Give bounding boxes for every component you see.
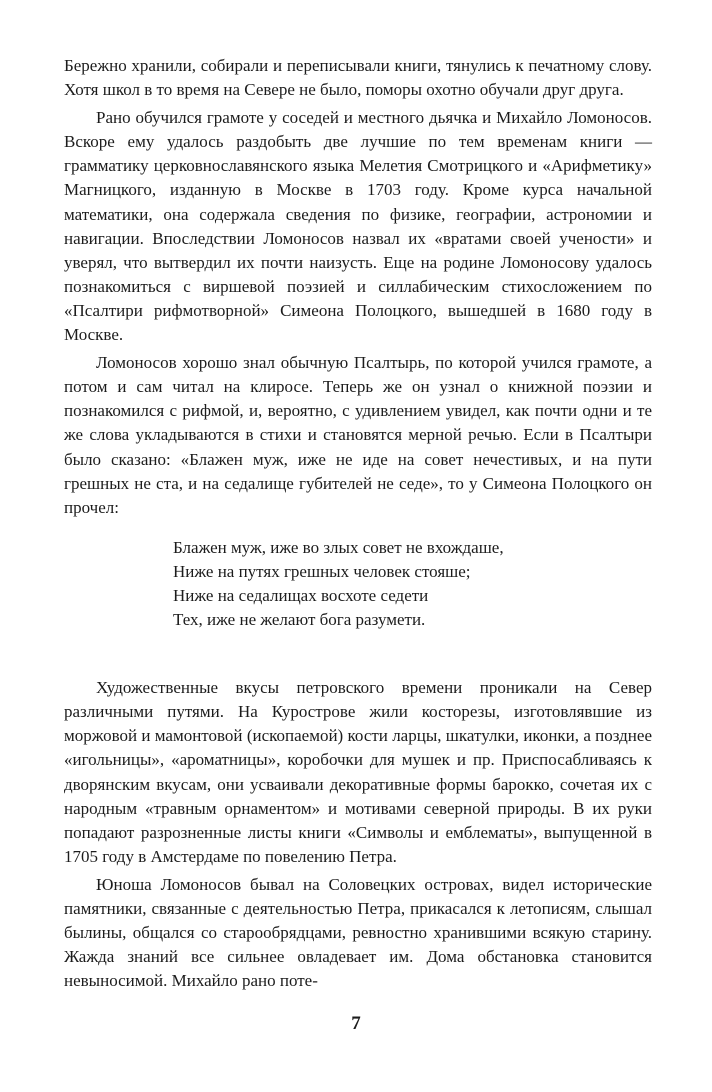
section-gap (64, 632, 652, 676)
paragraph-3: Ломоносов хорошо знал обычную Псалтырь, по которой учился грамоте, а потом и сам читал на клиросе. Теперь же он узнал о книжной поэзии и познакомился с рифмой, и, вероятно, с удивлением увидел, как почти одни и те же слова укладываются в стихи и становятся мерной речью. Если в Псалтыри было сказано: «Блажен муж, иже не иде на совет нечестивых, и на пути грешных не ста, и на седалище губителей не седе», то у Симеона Полоцкого он прочел: (64, 353, 652, 517)
page-number: 7 (351, 1013, 361, 1034)
paragraph-2: Рано обучился грамоте у соседей и местного дьячка и Михайло Ломоносов. Вскоре ему удалось раздобыть две лучшие по тем временам книги — грамматику церковнославянского языка Мелетия Смотрицкого и «Арифметику» Магницкого, изданную в Москве в 1703 году. Кроме курса начальной математики, она содержала сведения по физике, географии, астрономии и навигации. Впоследствии Ломоносов назвал их «вратами своей учености» и уверял, что вытвердил их почти наизусть. Еще на родине Ломоносову удалось познакомиться с виршевой поэзией и силлабическим стихосложением по «Псалтири рифмотворной» Симеона Полоцкого, вышедшей в 1680 году в Москве. (64, 108, 652, 345)
poem-quote (173, 536, 652, 632)
poem-line-1: Блажен муж, иже во злых совет не вхождаше, (173, 537, 504, 557)
poem-line-2: Ниже на путях грешных человек стояше; (173, 561, 471, 581)
paragraph-1: Бережно хранили, собирали и переписывали книги, тянулись к печатному слову. Хотя школ в то время на Севере не было, поморы охотно обучали друг друга. (64, 56, 652, 100)
poem-line-3: Ниже на седалищах восхоте седети (173, 585, 429, 605)
paragraph-5: Юноша Ломоносов бывал на Соловецких островах, видел исторические памятники, связанные с деятельностью Петра, прикасался к летописям, слышал былины, общался со старообрядцами, ревностно хранившими всякую старину. Жажда знаний все сильнее овладевает им. Дома обстановка становится невыносимой. Михайло рано поте- (64, 874, 652, 991)
page-text (64, 54, 652, 993)
poem-line-4: Тех, иже не желают бога разумети. (173, 610, 426, 630)
paragraph-4: Художественные вкусы петровского времени проникали на Север различными путями. На Курострове жили косторезы, изготовлявшие из моржовой и мамонтовой (ископаемой) кости ларцы, шкатулки, иконки, а позднее «игольницы», «ароматницы», коробочки для мушек и пр. Приспосабливаясь к дворянским вкусам, они усваивали декоративные формы барокко, сочетая их с народным «травным орнаментом» и мотивами северной природы. В их руки попадают разрозненные листы книги «Символы и емблематы», выпущенной в 1705 году в Амстердаме по повелению Петра. (64, 678, 652, 866)
